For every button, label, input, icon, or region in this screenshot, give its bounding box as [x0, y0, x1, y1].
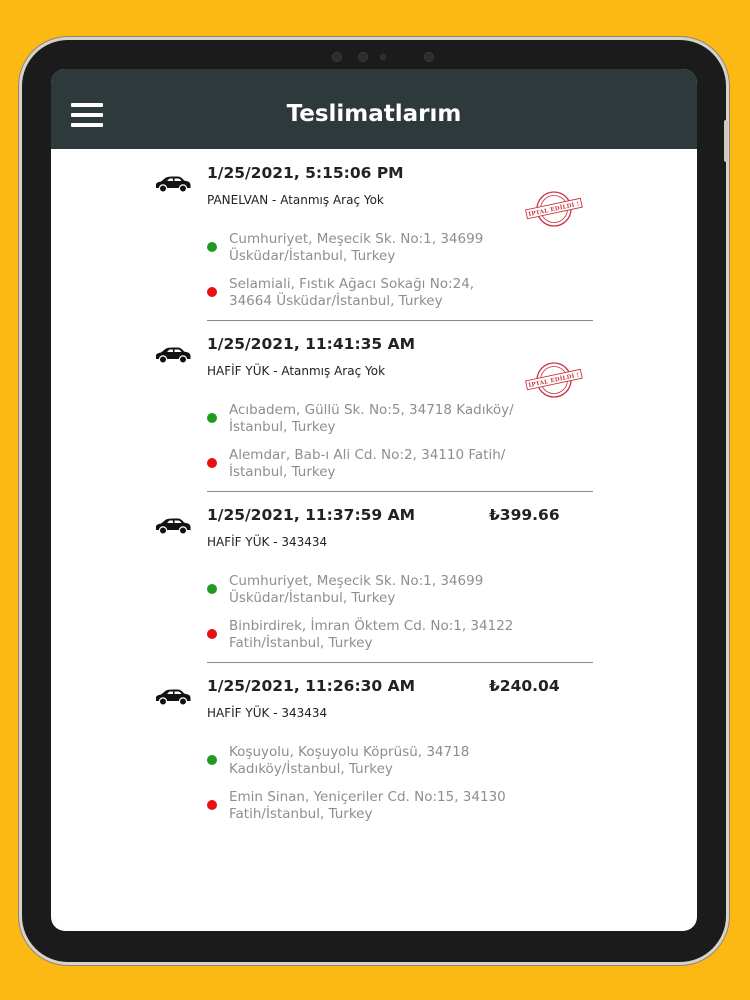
pickup-address: Koşuyolu, Koşuyolu Köprüsü, 34718 Kadıköy/İstanbul, Turkey: [229, 744, 470, 777]
delivery-vehicle: HAFİF YÜK - 343434: [207, 706, 328, 720]
sensor-icon: [380, 54, 386, 60]
dropoff-dot: [207, 287, 217, 297]
stamp-text: İPTAL EDİLDİ !: [528, 372, 581, 390]
stamp-text: İPTAL EDİLDİ !: [528, 201, 581, 219]
dropoff-dot: [207, 800, 217, 810]
pickup-dot: [207, 584, 217, 594]
volume-button: [724, 120, 728, 162]
camera-bar: [332, 48, 462, 64]
sensor-icon: [424, 52, 434, 62]
dropoff-address: Alemdar, Bab-ı Ali Cd. No:2, 34110 Fatih/İstanbul, Turkey: [229, 447, 506, 480]
delivery-vehicle: HAFİF YÜK - Atanmış Araç Yok: [207, 364, 386, 378]
dropoff-address: Binbirdirek, İmran Öktem Cd. No:1, 34122 Fatih/İstanbul, Turkey: [229, 618, 514, 651]
car-icon: [154, 345, 192, 365]
app-header: [51, 69, 697, 149]
pickup-address: Cumhuriyet, Meşecik Sk. No:1, 34699 Üsküdar/İstanbul, Turkey: [229, 231, 484, 264]
delivery-price: ₺399.66: [489, 506, 560, 524]
pickup-dot: [207, 755, 217, 765]
app-screen: [51, 69, 697, 931]
delivery-date: 1/25/2021, 11:37:59 AM: [207, 506, 416, 524]
car-icon: [154, 174, 192, 194]
delivery-vehicle: HAFİF YÜK - 343434: [207, 535, 328, 549]
dropoff-dot: [207, 629, 217, 639]
pickup-dot: [207, 242, 217, 252]
pickup-dot: [207, 413, 217, 423]
tablet-frame: [22, 40, 726, 962]
camera-icon: [332, 52, 342, 62]
dropoff-address: Selamiali, Fıstık Ağacı Sokağı No:24, 34664 Üsküdar/İstanbul, Turkey: [229, 276, 475, 309]
divider: [207, 320, 593, 321]
delivery-price: ₺240.04: [489, 677, 560, 695]
delivery-date: 1/25/2021, 5:15:06 PM: [207, 164, 404, 182]
car-icon: [154, 687, 192, 707]
sensor-icon: [358, 52, 368, 62]
dropoff-dot: [207, 458, 217, 468]
divider: [207, 491, 593, 492]
delivery-vehicle: PANELVAN - Atanmış Araç Yok: [207, 193, 384, 207]
cancelled-stamp: [525, 189, 583, 229]
cancelled-stamp: [525, 360, 583, 400]
pickup-address: Acıbadem, Güllü Sk. No:5, 34718 Kadıköy/İstanbul, Turkey: [229, 402, 514, 435]
dropoff-address: Emin Sinan, Yeniçeriler Cd. No:15, 34130 Fatih/İstanbul, Turkey: [229, 789, 506, 822]
delivery-date: 1/25/2021, 11:41:35 AM: [207, 335, 416, 353]
car-icon: [154, 516, 192, 536]
delivery-date: 1/25/2021, 11:26:30 AM: [207, 677, 416, 695]
page-title: Teslimatlarım: [286, 101, 462, 127]
pickup-address: Cumhuriyet, Meşecik Sk. No:1, 34699 Üsküdar/İstanbul, Turkey: [229, 573, 484, 606]
divider: [207, 662, 593, 663]
